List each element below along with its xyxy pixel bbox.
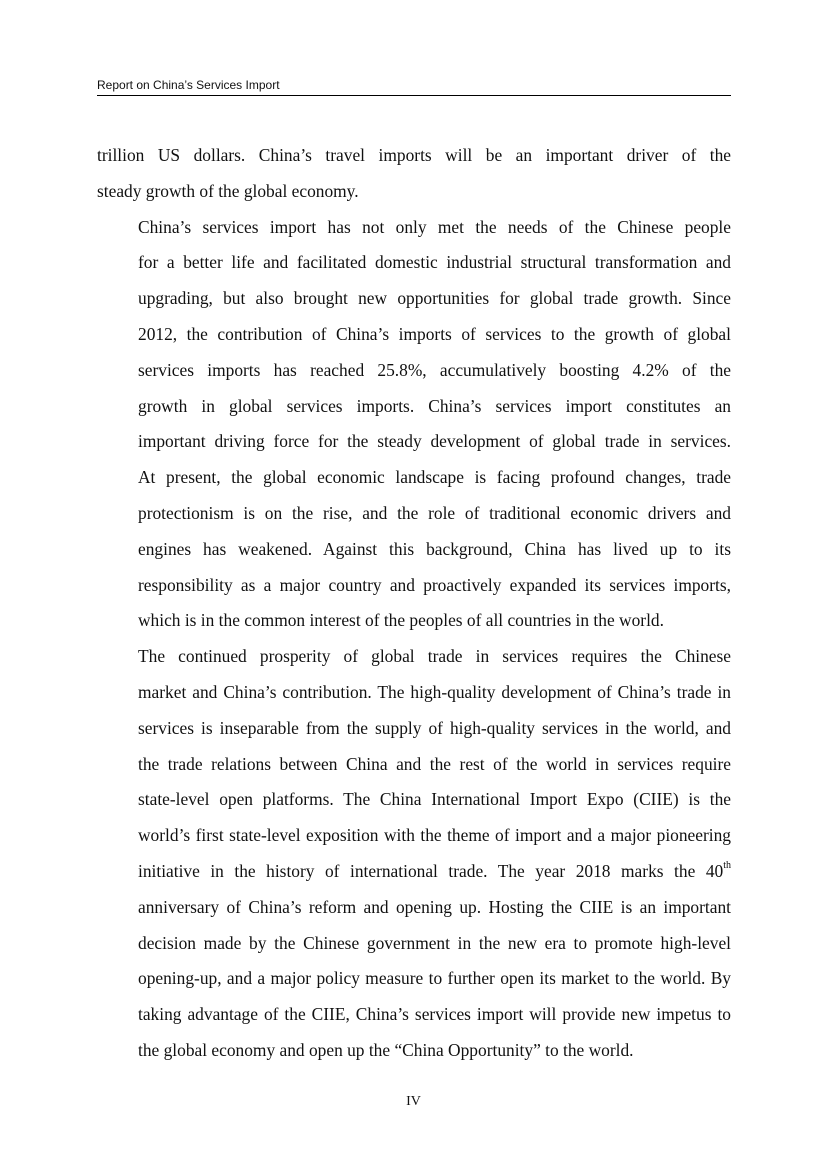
body-text: [97, 138, 731, 1069]
text-line: taking advantage of the CIIE, China’s services import will provide new impetus to: [138, 1004, 731, 1025]
text-line: decision made by the Chinese government in the new era to promote high-level: [138, 932, 731, 953]
running-header: Report on China’s Services Import: [97, 78, 731, 96]
text-line: world’s first state-level exposition with the theme of import and a major pioneering: [138, 825, 731, 846]
page-number: IV: [406, 1094, 421, 1109]
text-line: At present, the global economic landscape is facing profound changes, trade: [138, 467, 731, 488]
text-line: China’s services import has not only met the needs of the Chinese people: [138, 216, 731, 237]
text-line: trillion US dollars. China’s travel imports will be an important driver of the: [97, 145, 731, 165]
text-line: the global economy and open up the “China Opportunity” to the world.: [138, 1039, 634, 1060]
text-line-with-superscript: [97, 854, 731, 890]
text-line: growth in global services imports. China’s services import constitutes an: [138, 395, 731, 416]
text-line: engines has weakened. Against this background, China has lived up to its: [138, 538, 731, 559]
text-line: anniversary of China’s reform and opening up. Hosting the CIIE is an important: [138, 896, 731, 917]
text-line: which is in the common interest of the peoples of all countries in the world.: [138, 610, 664, 631]
paragraph-3: [97, 639, 731, 1069]
text-line: 2012, the contribution of China’s imports of services to the growth of global: [138, 323, 731, 344]
text-line: services is inseparable from the supply of high-quality services in the world, and: [138, 717, 731, 738]
ordinal-superscript: th: [723, 859, 731, 871]
text-line: upgrading, but also brought new opportunities for global trade growth. Since: [138, 288, 731, 309]
text-line: the trade relations between China and the rest of the world in services require: [138, 753, 731, 774]
paragraph-1: [97, 138, 731, 210]
paragraph-2: [97, 210, 731, 640]
text-line: market and China’s contribution. The high-quality development of China’s trade in: [138, 681, 731, 702]
text-segment: initiative in the history of international trade. The year 2018 marks the 40: [138, 860, 724, 881]
text-line: important driving force for the steady development of global trade in services.: [138, 431, 731, 452]
text-line: state-level open platforms. The China International Import Expo (CIIE) is the: [138, 789, 731, 810]
text-line: protectionism is on the rise, and the role of traditional economic drivers and: [138, 502, 731, 523]
text-line: responsibility as a major country and proactively expanded its services imports,: [138, 574, 731, 595]
text-line: opening-up, and a major policy measure to further open its market to the world. By: [138, 968, 731, 989]
text-line: steady growth of the global economy.: [97, 180, 359, 201]
text-line: for a better life and facilitated domestic industrial structural transformation and: [138, 252, 731, 273]
text-line: services imports has reached 25.8%, accumulatively boosting 4.2% of the: [138, 359, 731, 380]
text-line: The continued prosperity of global trade in services requires the Chinese: [138, 646, 731, 667]
